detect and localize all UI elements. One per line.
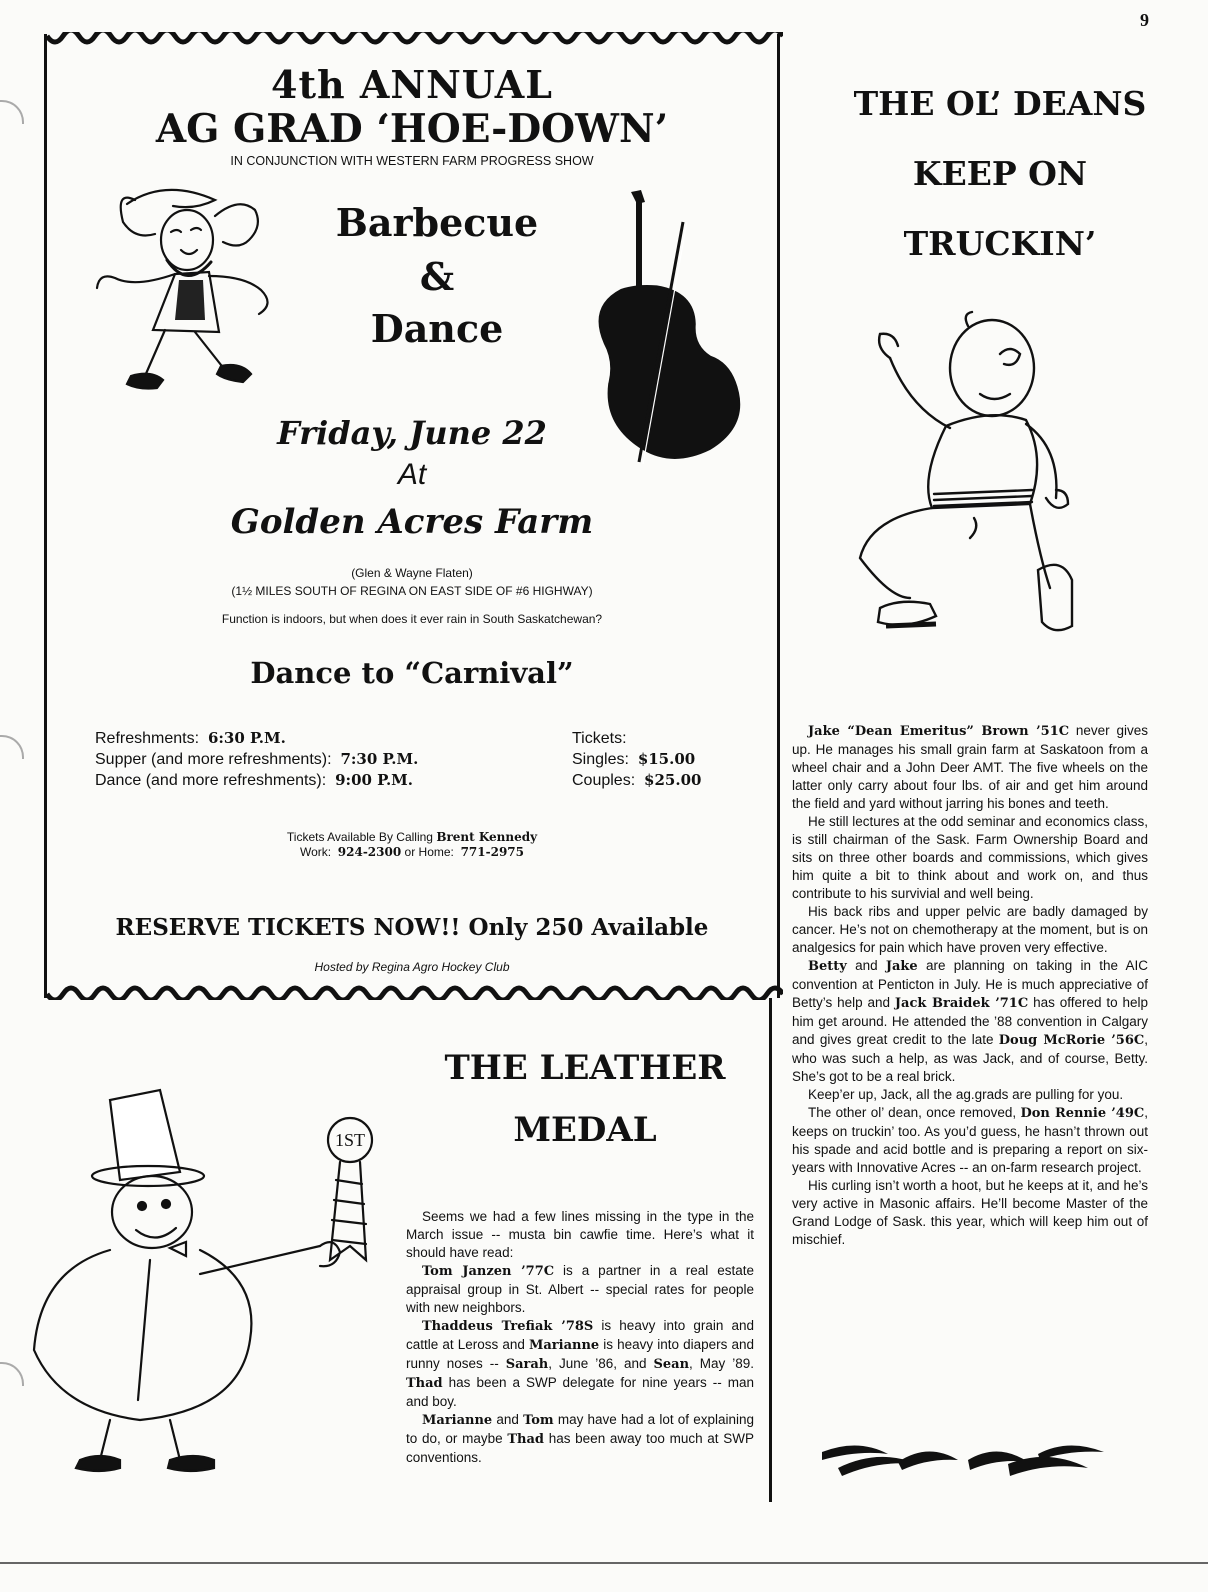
first-place-label: 1ST bbox=[334, 1130, 366, 1150]
person-name: Thad bbox=[406, 1376, 443, 1391]
column-divider bbox=[769, 998, 772, 1502]
person-name: Tom Janzen ’77C bbox=[422, 1264, 555, 1279]
ticket-contact bbox=[47, 830, 777, 860]
page-bottom-rule bbox=[0, 1562, 1208, 1564]
hoedown-ad bbox=[44, 34, 780, 998]
schedule-time: 9:00 P.M. bbox=[335, 771, 414, 789]
person-name: Jack Braidek ’71C bbox=[894, 996, 1029, 1011]
venue-directions: (1½ MILES SOUTH OF REGINA ON EAST SIDE OF #6 HIGHWAY) bbox=[231, 584, 593, 598]
deans-article bbox=[792, 722, 1148, 1249]
event-date: Friday, June 22 bbox=[277, 414, 547, 452]
ticket-prices bbox=[572, 728, 701, 791]
article-text: and bbox=[492, 1412, 524, 1427]
tickets-label: Tickets: bbox=[572, 730, 627, 747]
venue-hosts: (Glen & Wayne Flaten) bbox=[351, 566, 473, 580]
wavy-border-bottom bbox=[47, 984, 783, 1000]
person-name: Tom bbox=[523, 1413, 554, 1428]
ad-title-line1: 4th ANNUAL bbox=[271, 62, 553, 107]
band-line: Dance to “Carnival” bbox=[250, 656, 574, 690]
ticket-price: $15.00 bbox=[637, 750, 696, 768]
article-text: , May ’89. bbox=[689, 1356, 754, 1371]
tophat-man-illustration bbox=[20, 1060, 390, 1480]
deans-title-line3: TRUCKIN’ bbox=[903, 224, 1097, 263]
article-text: is heavy into grain and cattle at Leross and bbox=[406, 1318, 755, 1352]
person-name: Thad bbox=[507, 1432, 544, 1447]
home-phone: 771-2975 bbox=[460, 845, 525, 859]
article-text: is heavy into diapers and runny noses -- bbox=[406, 1337, 754, 1371]
event-line-barbecue: Barbecue bbox=[335, 200, 539, 245]
schedule-time: 6:30 P.M. bbox=[207, 729, 286, 747]
article-text: never gives up. He manages his small grain farm at Saskatoon from a wheel chair and a John Deer AMT. The five wheels on the latter only carry about four lbs. of air and get him around the field and yard without jarring his bones and teeth. bbox=[792, 723, 1148, 811]
event-line-ampersand: & bbox=[419, 254, 455, 299]
event-at: At bbox=[397, 458, 427, 491]
binder-hole bbox=[0, 735, 24, 759]
article-paragraph: His back ribs and upper pelvic are badly damaged by cancer. He’s not on chemotherapy at the moment, but is on analgesics for pain which have proven very effective. bbox=[792, 904, 1148, 955]
person-name: Doug McRorie ’56C bbox=[998, 1033, 1145, 1048]
ticket-item bbox=[572, 749, 701, 770]
person-name: Don Rennie ’49C bbox=[1020, 1106, 1145, 1121]
article-text: is a partner in a real estate appraisal group in St. Albert -- special rates for people with new neighbors. bbox=[406, 1263, 754, 1315]
schedule-label: Refreshments: bbox=[95, 730, 200, 747]
article-text: has offered to help him get around. He attended the ’88 convention in Calgary and gives great credit to the late bbox=[792, 995, 1148, 1047]
person-name: Sarah bbox=[505, 1357, 549, 1372]
reserve-banner: RESERVE TICKETS NOW!! Only 250 Available bbox=[115, 914, 709, 941]
call-prefix: Tickets Available By Calling bbox=[286, 830, 433, 844]
ad-subtitle: IN CONJUNCTION WITH WESTERN FARM PROGRESS SHOW bbox=[230, 154, 594, 168]
article-paragraph: Seems we had a few lines missing in the type in the March issue -- musta bin cawfie time. Here’s what it should have read: bbox=[406, 1209, 754, 1260]
work-label: Work: bbox=[299, 845, 332, 859]
deans-title-line2: KEEP ON bbox=[912, 154, 1088, 193]
contact-name: Brent Kennedy bbox=[436, 830, 538, 844]
leather-title-line1: THE LEATHER bbox=[444, 1048, 726, 1088]
person-name: Sean bbox=[653, 1357, 690, 1372]
article-text: The other ol’ dean, once removed, bbox=[808, 1105, 1021, 1120]
article-text: has been away too much at SWP conventions. bbox=[406, 1431, 754, 1465]
article-text: , June ’86, and bbox=[548, 1356, 654, 1371]
person-name: Marianne bbox=[422, 1413, 493, 1428]
schedule-item bbox=[95, 728, 418, 749]
person-name: Marianne bbox=[528, 1338, 600, 1353]
person-name: Jake bbox=[885, 959, 918, 974]
schedule-label: Supper (and more refreshments): bbox=[95, 751, 332, 768]
article-text: are planning on taking in the AIC convention at Penticton in July. He is much appreciative of Betty’s help and bbox=[792, 958, 1149, 1010]
ticket-label: Couples: bbox=[572, 772, 636, 789]
hosted-by: Hosted by Regina Agro Hockey Club bbox=[314, 960, 510, 974]
deans-title-line1: THE OL’ DEANS bbox=[853, 84, 1147, 123]
home-label: or Home: bbox=[404, 845, 454, 859]
article-paragraph: His curling isn’t worth a hoot, but he keeps at it, and he’s very active in Masonic affairs. He’ll become Master of the Grand Lodge of Sask. this year, which will keep him out of mischief. bbox=[792, 1178, 1148, 1247]
dancing-farmer-illustration bbox=[75, 180, 293, 398]
schedule-item bbox=[95, 749, 418, 770]
article-text: has been a SWP delegate for nine years -- man and boy. bbox=[406, 1375, 754, 1409]
ticket-price: $25.00 bbox=[644, 771, 702, 789]
ad-title-line2: AG GRAD ‘HOE-DOWN’ bbox=[155, 106, 669, 152]
article-paragraph: He still lectures at the odd seminar and economics class, is still chairman of the Sask. Farm Ownership Board and sits on three other boards and commissions, which gives him quite a bit to think about and work on, and thus contribute to his survivial and well being. bbox=[792, 814, 1148, 901]
person-name: Betty bbox=[808, 959, 847, 974]
person-name: Jake “Dean Emeritus” Brown ’51C bbox=[808, 724, 1070, 739]
schedule-item bbox=[95, 770, 418, 791]
event-venue: Golden Acres Farm bbox=[230, 502, 594, 542]
article-paragraph: Keep’er up, Jack, all the ag.grads are pulling for you. bbox=[808, 1087, 1124, 1102]
article-text: , keeps on truckin’ too. As you’d guess, he hasn’t thrown out his spade and acid bottle and is preparing a report on six-years with Innovative Acres -- an on-farm research project. bbox=[792, 1105, 1148, 1175]
work-phone: 924-2300 bbox=[337, 845, 402, 859]
leather-title-line2: MEDAL bbox=[513, 1110, 657, 1150]
schedule-list bbox=[95, 728, 418, 791]
leather-article bbox=[406, 1208, 754, 1467]
event-line-dance: Dance bbox=[370, 306, 504, 351]
schedule-label: Dance (and more refreshments): bbox=[95, 772, 327, 789]
binder-hole bbox=[0, 100, 24, 124]
article-text: and bbox=[846, 958, 886, 973]
article-text: , who was such a help, as was Jack, and of course, Betty. She’s got to be a real brick. bbox=[792, 1032, 1149, 1084]
truckin-man-illustration bbox=[850, 308, 1100, 658]
ticket-item bbox=[572, 770, 701, 791]
wavy-border-top bbox=[47, 32, 783, 48]
decorative-ornament bbox=[818, 1438, 1108, 1482]
article-text: may have had a lot of explaining to do, or maybe bbox=[406, 1412, 754, 1446]
person-name: Thaddeus Trefiak ’78S bbox=[422, 1319, 594, 1334]
page-number: 9 bbox=[1140, 10, 1149, 30]
schedule-time: 7:30 P.M. bbox=[340, 750, 419, 768]
ticket-label: Singles: bbox=[572, 751, 629, 768]
weather-note: Function is indoors, but when does it ever rain in South Saskatchewan? bbox=[221, 612, 603, 626]
